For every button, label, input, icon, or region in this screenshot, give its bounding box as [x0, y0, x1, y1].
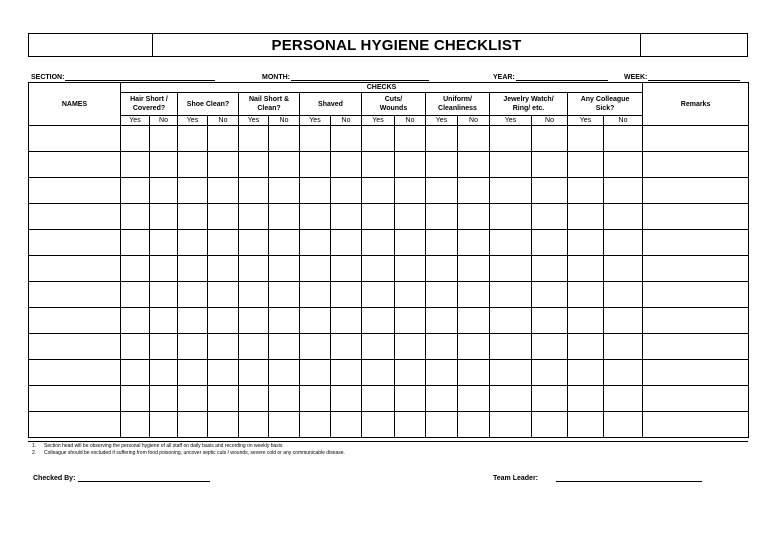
yes-cell[interactable]: [300, 386, 331, 412]
yes-cell[interactable]: [426, 412, 458, 438]
table-row: [29, 308, 749, 334]
yes-cell[interactable]: [362, 230, 395, 256]
no-cell[interactable]: [331, 360, 362, 386]
yes-cell[interactable]: [300, 152, 331, 178]
check-item-line2: Wounds: [379, 105, 408, 112]
no-cell[interactable]: [269, 412, 300, 438]
no-cell[interactable]: [269, 308, 300, 334]
yes-cell[interactable]: [568, 334, 604, 360]
no-cell[interactable]: [395, 152, 426, 178]
check-item-line1: Cuts/: [384, 96, 403, 103]
page-title: PERSONAL HYGIENE CHECKLIST: [153, 34, 641, 56]
yes-cell[interactable]: [300, 334, 331, 360]
remarks-cell[interactable]: [643, 308, 749, 334]
table-row: [29, 126, 749, 152]
no-cell[interactable]: [331, 126, 362, 152]
no-cell[interactable]: [150, 230, 178, 256]
yes-cell[interactable]: [490, 386, 532, 412]
no-cell[interactable]: [604, 178, 643, 204]
month-field: [262, 69, 429, 81]
no-cell[interactable]: [395, 178, 426, 204]
no-cell[interactable]: [395, 412, 426, 438]
no-header: No: [458, 116, 490, 126]
no-cell[interactable]: [269, 334, 300, 360]
no-cell[interactable]: [208, 360, 239, 386]
check-item-header: [426, 93, 490, 116]
name-cell[interactable]: [29, 334, 121, 360]
no-cell[interactable]: [395, 204, 426, 230]
remarks-header: Remarks: [643, 83, 749, 126]
no-header: No: [532, 116, 568, 126]
no-cell[interactable]: [208, 282, 239, 308]
yes-cell[interactable]: [426, 126, 458, 152]
no-cell[interactable]: [208, 152, 239, 178]
no-cell[interactable]: [395, 308, 426, 334]
no-header: No: [331, 116, 362, 126]
no-cell[interactable]: [269, 230, 300, 256]
yes-cell[interactable]: [121, 360, 150, 386]
yes-cell[interactable]: [362, 386, 395, 412]
checked-by-field: [33, 472, 210, 482]
no-cell[interactable]: [458, 230, 490, 256]
section-label: SECTION:: [31, 74, 65, 81]
no-cell[interactable]: [331, 256, 362, 282]
yes-header: Yes: [362, 116, 395, 126]
yes-cell[interactable]: [568, 386, 604, 412]
no-cell[interactable]: [331, 308, 362, 334]
no-cell[interactable]: [458, 308, 490, 334]
year-label: YEAR:: [493, 74, 515, 81]
yes-cell[interactable]: [239, 282, 269, 308]
yes-cell[interactable]: [490, 308, 532, 334]
no-cell[interactable]: [395, 256, 426, 282]
no-cell[interactable]: [458, 178, 490, 204]
yes-cell[interactable]: [239, 386, 269, 412]
yes-header: Yes: [490, 116, 532, 126]
table-row: [29, 178, 749, 204]
no-cell[interactable]: [395, 386, 426, 412]
remarks-cell[interactable]: [643, 126, 749, 152]
yes-cell[interactable]: [178, 334, 208, 360]
yes-cell[interactable]: [121, 282, 150, 308]
yes-cell[interactable]: [178, 204, 208, 230]
yes-cell[interactable]: [239, 360, 269, 386]
name-cell[interactable]: [29, 308, 121, 334]
yes-cell[interactable]: [300, 412, 331, 438]
table-row: [29, 360, 749, 386]
yes-cell[interactable]: [239, 230, 269, 256]
checklist-table: [28, 82, 749, 438]
no-cell[interactable]: [532, 178, 568, 204]
table-row: [29, 256, 749, 282]
yes-cell[interactable]: [568, 178, 604, 204]
no-cell[interactable]: [331, 334, 362, 360]
note-number: 1.: [32, 443, 37, 449]
check-item-header: [490, 93, 568, 116]
no-cell[interactable]: [604, 230, 643, 256]
no-cell[interactable]: [395, 230, 426, 256]
notes: [28, 441, 748, 456]
no-cell[interactable]: [395, 282, 426, 308]
no-cell[interactable]: [208, 256, 239, 282]
title-box-right-cell: [641, 34, 747, 56]
no-cell[interactable]: [150, 308, 178, 334]
no-cell[interactable]: [331, 386, 362, 412]
yes-cell[interactable]: [362, 360, 395, 386]
name-cell[interactable]: [29, 282, 121, 308]
yes-cell[interactable]: [426, 386, 458, 412]
check-item-line1: Uniform/: [443, 96, 472, 103]
no-cell[interactable]: [532, 282, 568, 308]
yes-cell[interactable]: [239, 308, 269, 334]
remarks-cell[interactable]: [643, 412, 749, 438]
name-cell[interactable]: [29, 204, 121, 230]
names-header: NAMES: [29, 83, 121, 126]
yes-cell[interactable]: [300, 256, 331, 282]
check-item-line1: Hair Short /: [130, 96, 168, 103]
no-cell[interactable]: [269, 282, 300, 308]
no-cell[interactable]: [150, 178, 178, 204]
no-cell[interactable]: [604, 152, 643, 178]
note-item: [28, 450, 748, 457]
no-cell[interactable]: [395, 126, 426, 152]
yes-cell[interactable]: [239, 178, 269, 204]
no-cell[interactable]: [208, 386, 239, 412]
no-cell[interactable]: [150, 360, 178, 386]
no-cell[interactable]: [269, 256, 300, 282]
no-cell[interactable]: [331, 178, 362, 204]
check-item-line2: Ring/ etc.: [512, 105, 545, 112]
no-header: No: [269, 116, 300, 126]
yes-cell[interactable]: [239, 256, 269, 282]
title-box: [28, 33, 748, 57]
no-cell[interactable]: [269, 360, 300, 386]
no-cell[interactable]: [208, 204, 239, 230]
no-cell[interactable]: [532, 386, 568, 412]
yes-cell[interactable]: [490, 282, 532, 308]
no-cell[interactable]: [395, 334, 426, 360]
yes-cell[interactable]: [490, 256, 532, 282]
yes-cell[interactable]: [568, 204, 604, 230]
yes-header: Yes: [568, 116, 604, 126]
yes-cell[interactable]: [568, 412, 604, 438]
table-row: [29, 152, 749, 178]
no-cell[interactable]: [269, 126, 300, 152]
no-cell[interactable]: [208, 230, 239, 256]
yes-cell[interactable]: [426, 334, 458, 360]
yes-cell[interactable]: [490, 230, 532, 256]
name-cell[interactable]: [29, 360, 121, 386]
no-cell[interactable]: [604, 256, 643, 282]
team-leader-label: Team Leader:: [493, 475, 538, 482]
check-item-line2: Covered?: [132, 105, 166, 112]
no-cell[interactable]: [532, 308, 568, 334]
yes-cell[interactable]: [362, 152, 395, 178]
check-item-line1: Shoe Clean?: [186, 100, 230, 108]
yes-header: Yes: [239, 116, 269, 126]
yes-cell[interactable]: [568, 256, 604, 282]
section-field: [31, 69, 215, 81]
no-cell[interactable]: [458, 412, 490, 438]
yes-cell[interactable]: [178, 230, 208, 256]
year-input-line[interactable]: [516, 73, 608, 81]
yes-cell[interactable]: [178, 412, 208, 438]
yes-cell[interactable]: [426, 282, 458, 308]
no-cell[interactable]: [269, 152, 300, 178]
yes-cell[interactable]: [178, 256, 208, 282]
no-cell[interactable]: [458, 282, 490, 308]
no-cell[interactable]: [458, 386, 490, 412]
check-item-header: [121, 93, 178, 116]
no-cell[interactable]: [604, 334, 643, 360]
yes-cell[interactable]: [239, 204, 269, 230]
name-cell[interactable]: [29, 386, 121, 412]
month-label: MONTH:: [262, 74, 290, 81]
check-item-line1: Nail Short &: [248, 96, 290, 103]
no-cell[interactable]: [458, 152, 490, 178]
checked-by-signature-line[interactable]: [78, 475, 210, 482]
no-cell[interactable]: [458, 256, 490, 282]
yes-cell[interactable]: [178, 360, 208, 386]
no-cell[interactable]: [150, 334, 178, 360]
check-item-line2: Clean?: [257, 105, 281, 112]
remarks-cell[interactable]: [643, 230, 749, 256]
checked-by-label: Checked By:: [33, 475, 76, 482]
yes-cell[interactable]: [490, 126, 532, 152]
no-header: No: [395, 116, 426, 126]
yes-cell[interactable]: [121, 230, 150, 256]
yes-cell[interactable]: [300, 308, 331, 334]
yes-header: Yes: [426, 116, 458, 126]
week-input-line[interactable]: [648, 73, 740, 81]
note-text: Colleague should be excluded if suffering from food poisoning, uncover septic cuts / wounds, severe cold or any communicable disease.: [44, 449, 345, 456]
remarks-cell[interactable]: [643, 386, 749, 412]
yes-cell[interactable]: [490, 178, 532, 204]
remarks-cell[interactable]: [643, 204, 749, 230]
yes-cell[interactable]: [362, 256, 395, 282]
name-cell[interactable]: [29, 178, 121, 204]
table-row: [29, 204, 749, 230]
yes-cell[interactable]: [426, 308, 458, 334]
no-cell[interactable]: [532, 412, 568, 438]
note-number: 2.: [32, 449, 37, 456]
table-row: [29, 386, 749, 412]
no-cell[interactable]: [532, 152, 568, 178]
yes-cell[interactable]: [239, 126, 269, 152]
check-item-line2: Sick?: [595, 105, 615, 112]
name-cell[interactable]: [29, 412, 121, 438]
table-row: [29, 334, 749, 360]
no-cell[interactable]: [532, 360, 568, 386]
yes-cell[interactable]: [568, 308, 604, 334]
yes-cell[interactable]: [490, 412, 532, 438]
yes-cell[interactable]: [300, 126, 331, 152]
no-cell[interactable]: [208, 334, 239, 360]
yes-cell[interactable]: [362, 178, 395, 204]
no-cell[interactable]: [208, 412, 239, 438]
no-cell[interactable]: [331, 282, 362, 308]
no-cell[interactable]: [331, 230, 362, 256]
no-cell[interactable]: [331, 204, 362, 230]
yes-cell[interactable]: [121, 152, 150, 178]
no-cell[interactable]: [150, 256, 178, 282]
remarks-cell[interactable]: [643, 334, 749, 360]
no-cell[interactable]: [532, 230, 568, 256]
table-row: [29, 412, 749, 438]
no-cell[interactable]: [458, 126, 490, 152]
check-item-header: [300, 93, 362, 116]
yes-cell[interactable]: [121, 178, 150, 204]
yes-cell[interactable]: [568, 152, 604, 178]
team-leader-signature-line[interactable]: [556, 475, 702, 482]
name-cell[interactable]: [29, 256, 121, 282]
month-input-line[interactable]: [291, 73, 429, 81]
no-cell[interactable]: [150, 386, 178, 412]
yes-cell[interactable]: [362, 126, 395, 152]
yes-cell[interactable]: [568, 126, 604, 152]
no-cell[interactable]: [532, 126, 568, 152]
yes-cell[interactable]: [490, 152, 532, 178]
no-cell[interactable]: [458, 334, 490, 360]
yes-cell[interactable]: [121, 412, 150, 438]
no-cell[interactable]: [458, 204, 490, 230]
check-item-header: [239, 93, 300, 116]
yes-cell[interactable]: [362, 204, 395, 230]
name-cell[interactable]: [29, 126, 121, 152]
yes-cell[interactable]: [178, 386, 208, 412]
note-text: Section head will be observing the personal hygiene of all staff on daily basis and recording on weekly basis: [44, 443, 283, 449]
no-cell[interactable]: [269, 386, 300, 412]
title-box-left-cell: [29, 34, 153, 56]
yes-cell[interactable]: [178, 308, 208, 334]
yes-header: Yes: [121, 116, 150, 126]
remarks-cell[interactable]: [643, 256, 749, 282]
yes-cell[interactable]: [300, 204, 331, 230]
remarks-cell[interactable]: [643, 282, 749, 308]
week-label: WEEK:: [624, 74, 648, 81]
team-leader-field: [493, 472, 702, 482]
yes-cell[interactable]: [239, 412, 269, 438]
yes-cell[interactable]: [300, 360, 331, 386]
yes-cell[interactable]: [362, 334, 395, 360]
check-item-line1: Any Colleague: [580, 96, 630, 103]
yes-cell[interactable]: [426, 360, 458, 386]
year-field: [493, 69, 608, 81]
name-cell[interactable]: [29, 230, 121, 256]
yes-cell[interactable]: [121, 308, 150, 334]
yes-cell[interactable]: [426, 256, 458, 282]
yes-cell[interactable]: [300, 178, 331, 204]
yes-cell[interactable]: [178, 152, 208, 178]
yes-cell[interactable]: [121, 386, 150, 412]
no-cell[interactable]: [150, 282, 178, 308]
no-cell[interactable]: [604, 412, 643, 438]
no-cell[interactable]: [532, 256, 568, 282]
check-item-header: [568, 93, 643, 116]
yes-cell[interactable]: [178, 178, 208, 204]
yes-cell[interactable]: [362, 282, 395, 308]
yes-cell[interactable]: [568, 360, 604, 386]
no-cell[interactable]: [604, 126, 643, 152]
no-header: No: [208, 116, 239, 126]
yes-cell[interactable]: [490, 360, 532, 386]
no-cell[interactable]: [269, 204, 300, 230]
no-cell[interactable]: [150, 412, 178, 438]
no-cell[interactable]: [395, 360, 426, 386]
no-cell[interactable]: [604, 282, 643, 308]
no-cell[interactable]: [604, 360, 643, 386]
yes-cell[interactable]: [239, 334, 269, 360]
no-cell[interactable]: [532, 334, 568, 360]
remarks-cell[interactable]: [643, 152, 749, 178]
week-field: [624, 69, 740, 81]
no-header: No: [150, 116, 178, 126]
yes-cell[interactable]: [121, 256, 150, 282]
no-cell[interactable]: [331, 412, 362, 438]
yes-cell[interactable]: [362, 412, 395, 438]
yes-cell[interactable]: [178, 126, 208, 152]
check-item-header: [362, 93, 426, 116]
yes-cell[interactable]: [426, 152, 458, 178]
no-cell[interactable]: [150, 126, 178, 152]
no-cell[interactable]: [208, 308, 239, 334]
no-cell[interactable]: [331, 152, 362, 178]
table-row: [29, 282, 749, 308]
yes-cell[interactable]: [121, 334, 150, 360]
section-input-line[interactable]: [65, 73, 215, 81]
yes-header: Yes: [300, 116, 331, 126]
remarks-cell[interactable]: [643, 178, 749, 204]
yes-cell[interactable]: [362, 308, 395, 334]
yes-cell[interactable]: [300, 282, 331, 308]
no-cell[interactable]: [604, 308, 643, 334]
no-cell[interactable]: [532, 204, 568, 230]
name-cell[interactable]: [29, 152, 121, 178]
no-cell[interactable]: [604, 204, 643, 230]
check-item-line1: Shaved: [318, 100, 343, 108]
no-header: No: [604, 116, 643, 126]
yes-cell[interactable]: [568, 230, 604, 256]
yes-cell[interactable]: [490, 204, 532, 230]
no-cell[interactable]: [458, 360, 490, 386]
no-cell[interactable]: [208, 126, 239, 152]
check-item-line2: Cleanliness: [438, 105, 477, 112]
yes-header: Yes: [178, 116, 208, 126]
yes-cell[interactable]: [490, 334, 532, 360]
no-cell[interactable]: [208, 178, 239, 204]
no-cell[interactable]: [150, 152, 178, 178]
yes-cell[interactable]: [121, 126, 150, 152]
table-row: [29, 230, 749, 256]
yes-cell[interactable]: [426, 178, 458, 204]
checks-header: CHECKS: [121, 83, 643, 93]
yes-cell[interactable]: [426, 204, 458, 230]
remarks-cell[interactable]: [643, 360, 749, 386]
yes-cell[interactable]: [121, 204, 150, 230]
no-cell[interactable]: [150, 204, 178, 230]
yes-cell[interactable]: [300, 230, 331, 256]
no-cell[interactable]: [604, 386, 643, 412]
yes-cell[interactable]: [239, 152, 269, 178]
check-item-header: [178, 93, 239, 116]
yes-cell[interactable]: [426, 230, 458, 256]
check-item-line1: Jewelry Watch/: [503, 96, 554, 103]
yes-cell[interactable]: [568, 282, 604, 308]
yes-cell[interactable]: [178, 282, 208, 308]
no-cell[interactable]: [269, 178, 300, 204]
